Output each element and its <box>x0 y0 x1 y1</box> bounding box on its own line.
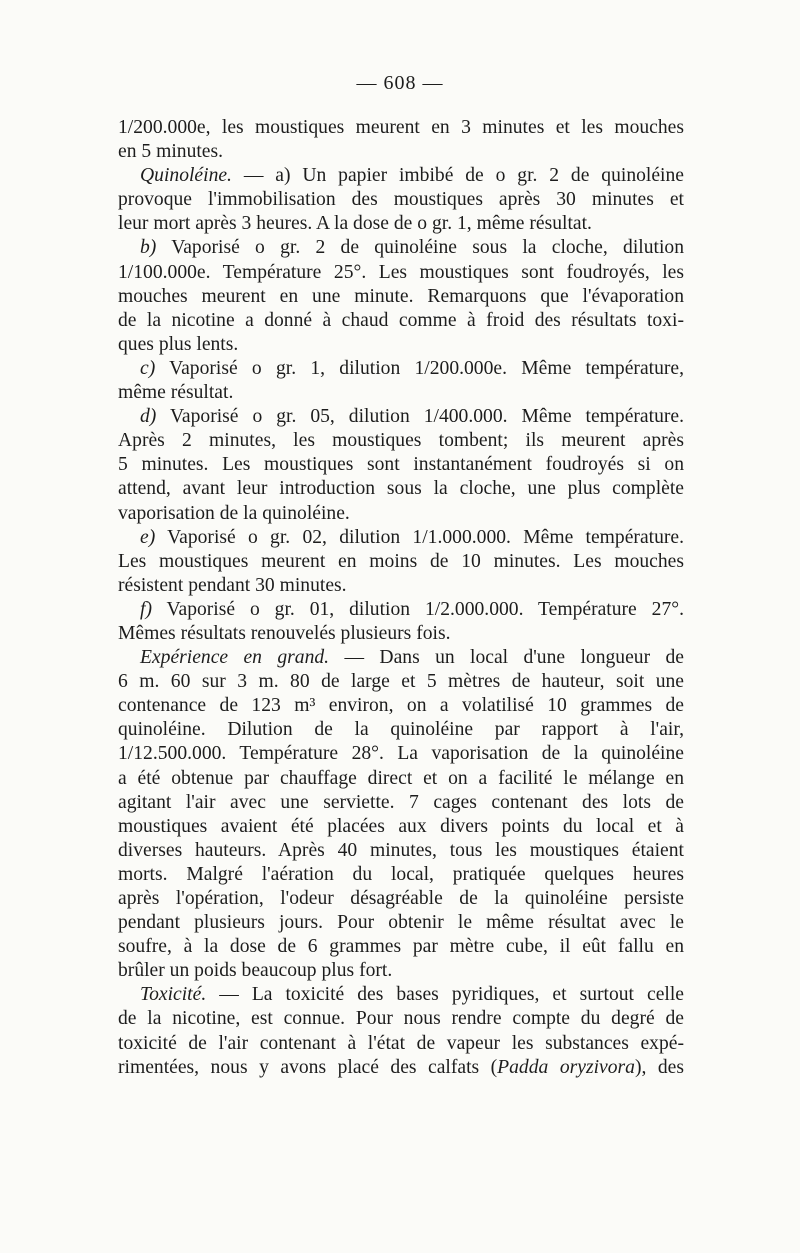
text-line <box>118 309 684 333</box>
italic-run: Quinoléine. <box>140 165 232 187</box>
text-line <box>118 1056 684 1080</box>
line-text: quinoléine. Dilution de la quinoléine par rapport à l'air, <box>118 719 684 741</box>
line-text: après l'opération, l'odeur désagréable de la quinoléine persiste <box>118 888 684 909</box>
italic-run: d) <box>140 406 157 428</box>
line-text: vaporisation de la quinoléine. <box>118 502 350 524</box>
text-line <box>118 863 684 887</box>
line-text: Vaporisé o gr. 01, dilution 1/2.000.000. Température 27°. <box>151 598 684 620</box>
species-name: Padda oryzivora <box>497 1056 635 1078</box>
line-text: Vaporisé o gr. 02, dilution 1/1.000.000. Même température. <box>155 526 684 548</box>
text-line <box>118 405 684 429</box>
line-text: — Dans un local d'une longueur de <box>329 647 684 669</box>
line-text: de la nicotine a donné à chaud comme à froid des résultats toxi- <box>118 309 684 331</box>
line-text: Mêmes résultats renouvelés plusieurs fois. <box>118 622 451 644</box>
line-text: 1/100.000e. Température 25°. Les moustiques sont foudroyés, les <box>118 261 684 283</box>
text-line <box>118 815 684 839</box>
line-text: a été obtenue par chauffage direct et on a facilité le mélange en <box>118 767 684 789</box>
text-line <box>118 839 684 863</box>
line-text: Les moustiques meurent en moins de 10 minutes. Les mouches <box>118 550 684 572</box>
text-line <box>118 429 684 453</box>
line-text: pendant plusieurs jours. Pour obtenir le même résultat avec le <box>118 912 684 934</box>
text-line <box>118 1032 684 1056</box>
text-line <box>118 598 684 622</box>
text-line <box>118 550 684 574</box>
text-line <box>118 333 684 357</box>
line-text: — La toxicité des bases pyridiques, et surtout celle <box>206 984 684 1006</box>
line-text: leur mort après 3 heures. A la dose de o gr. 1, même résultat. <box>118 213 592 235</box>
text-line <box>118 767 684 791</box>
line-text: — a) Un papier imbibé de o gr. 2 de quinoléine <box>231 165 684 187</box>
body-text <box>118 116 684 1080</box>
text-line <box>118 1007 684 1031</box>
line-text: morts. Malgré l'aération du local, pratiquée quelques heures <box>118 863 684 885</box>
line-text: provoque l'immobilisation des moustiques après 30 minutes et <box>118 189 684 211</box>
line-text: diverses hauteurs. Après 40 minutes, tous les moustiques étaient <box>118 839 684 861</box>
line-text: ques plus lents. <box>118 333 239 355</box>
line-text: de la nicotine, est connue. Pour nous rendre compte du degré de <box>118 1008 684 1030</box>
text-line <box>118 261 684 285</box>
line-text: 1/12.500.000. Température 28°. La vaporisation de la quinoléine <box>118 743 684 765</box>
italic-run: e) <box>140 526 156 548</box>
text-line <box>118 670 684 694</box>
text-line <box>118 791 684 815</box>
line-text: même résultat. <box>118 382 234 404</box>
text-line <box>118 718 684 742</box>
text-line <box>118 285 684 309</box>
line-text: moustiques avaient été placées aux divers points du local et à <box>118 815 684 837</box>
text-line <box>118 526 684 550</box>
line-text: agitant l'air avec une serviette. 7 cages contenant des lots de <box>118 791 684 813</box>
text-line <box>118 116 684 140</box>
line-text: rimentées, nous y avons placé des calfats ( <box>118 1056 498 1078</box>
text-line <box>118 574 684 598</box>
text-line <box>118 935 684 959</box>
page-number: — 608 — <box>356 72 444 94</box>
text-line <box>118 453 684 477</box>
text-line <box>118 357 684 381</box>
line-text: en 5 minutes. <box>118 141 224 163</box>
text-line <box>118 646 684 670</box>
italic-run: f) <box>140 598 152 620</box>
text-line <box>118 742 684 766</box>
text-line <box>118 622 684 646</box>
line-text: 5 minutes. Les moustiques sont instantanément foudroyés si on <box>118 454 684 476</box>
text-line <box>118 959 684 983</box>
line-text: 1/200.000e, les moustiques meurent en 3 minutes et les mouches <box>118 117 684 138</box>
line-text: mouches meurent en une minute. Remarquons que l'évaporation <box>118 285 684 307</box>
line-text: Vaporisé o gr. 1, dilution 1/200.000e. Même température, <box>155 357 684 379</box>
text-line <box>118 140 684 164</box>
text-line <box>118 212 684 236</box>
text-line <box>118 911 684 935</box>
text-line <box>118 164 684 188</box>
line-text: brûler un poids beaucoup plus fort. <box>118 960 393 982</box>
line-text: Vaporisé o gr. 2 de quinoléine sous la cloche, dilution <box>156 237 684 259</box>
text-line <box>118 236 684 260</box>
line-text: 6 m. 60 sur 3 m. 80 de large et 5 mètres de hauteur, soit une <box>118 671 684 693</box>
italic-run: c) <box>140 357 156 379</box>
line-text: Après 2 minutes, les moustiques tombent; ils meurent après <box>118 430 684 452</box>
text-line <box>118 694 684 718</box>
italic-run: b) <box>140 237 157 259</box>
italic-run: Toxicité. <box>140 984 207 1006</box>
italic-run: Expérience en grand. <box>140 647 330 669</box>
line-text: toxicité de l'air contenant à l'état de vapeur les substances expé- <box>118 1032 684 1054</box>
line-text: soufre, à la dose de 6 grammes par mètre cube, il eût fallu en <box>118 936 684 958</box>
line-text: résistent pendant 30 minutes. <box>118 574 347 596</box>
text-line <box>118 188 684 212</box>
text-line <box>118 477 684 501</box>
text-line <box>118 983 684 1007</box>
line-text: contenance de 123 m³ environ, on a volatilisé 10 grammes de <box>118 695 684 717</box>
text-line <box>118 502 684 526</box>
text-line <box>118 381 684 405</box>
line-suffix: ), des <box>634 1056 684 1078</box>
line-text: attend, avant leur introduction sous la cloche, une plus complète <box>118 478 684 500</box>
text-line <box>118 887 684 911</box>
line-text: Vaporisé o gr. 05, dilution 1/400.000. Même température. <box>156 406 684 428</box>
